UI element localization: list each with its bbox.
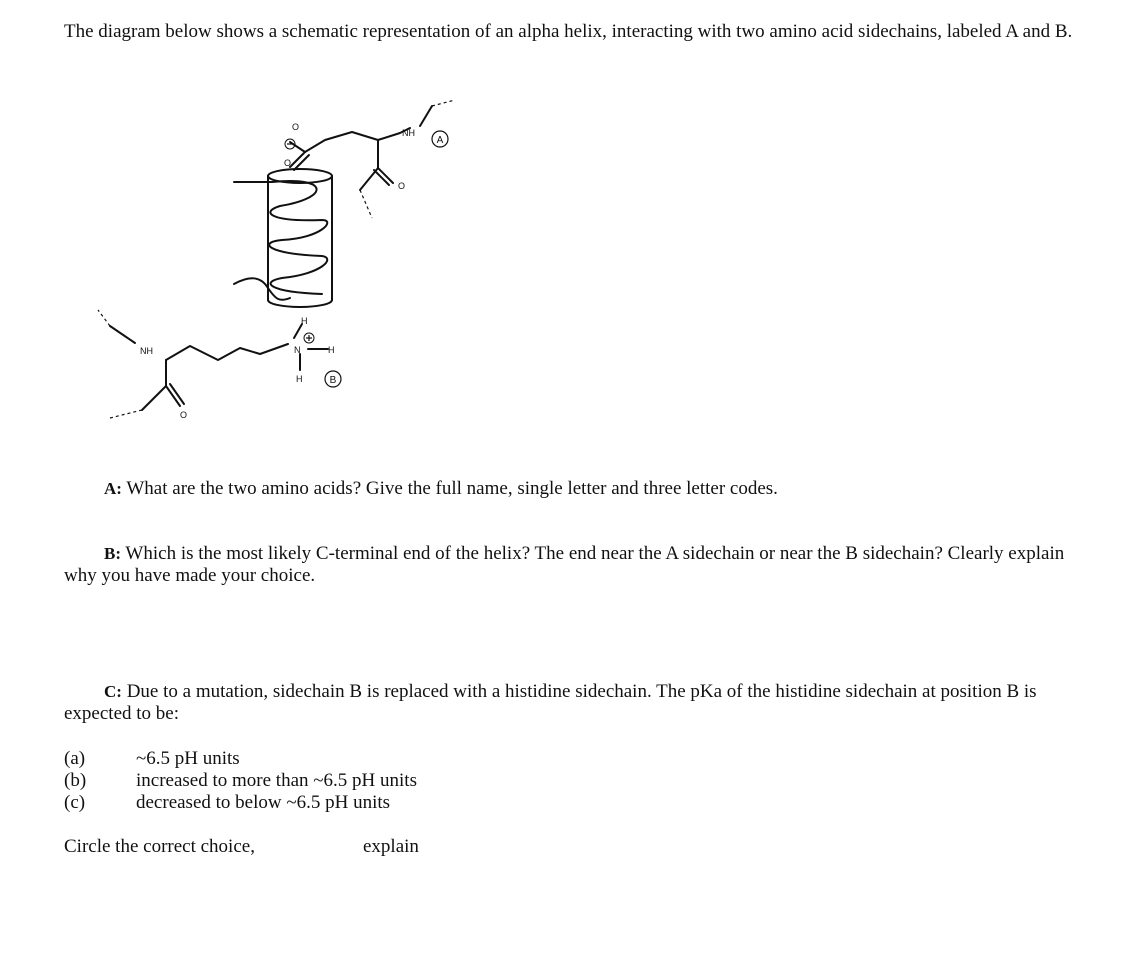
sidechain-a-chain (305, 128, 410, 152)
hydrogen-label: H (296, 374, 303, 384)
question-b-text: Which is the most likely C-terminal end of the helix? The end near the A sidechain or near the B sidechain? Clearly explain why you have made your choice. (64, 543, 1065, 586)
question-c (64, 681, 1094, 725)
question-c-label: C: (104, 682, 122, 701)
carbonyl-top-2b (294, 155, 309, 170)
n-h-up (294, 324, 302, 338)
option-a-label: (a) (64, 748, 86, 769)
hydrogen-label: H (328, 345, 335, 355)
option-c-text: decreased to below ~6.5 pH units (136, 792, 391, 813)
dashed-b-left (98, 310, 110, 326)
backbone-b-left (142, 386, 166, 410)
hydrogen-label: H (301, 316, 308, 326)
plus-charge-icon (304, 333, 314, 343)
dashed-a-left (360, 190, 372, 218)
sidechain-b-chain (166, 344, 288, 360)
carbonyl-top-2a (290, 152, 305, 167)
oxygen-label: O (292, 122, 300, 132)
nh-label-left: NH (140, 346, 153, 356)
question-b (64, 543, 1094, 587)
nh-label-top: NH (402, 128, 415, 138)
oxygen-label: O (180, 410, 188, 420)
label-a: A (436, 135, 444, 146)
dashed-a-top (432, 100, 455, 106)
question-b-label: B: (104, 544, 121, 563)
circle-instruction: Circle the correct choice, (64, 836, 255, 857)
label-b: B (329, 375, 337, 386)
cylinder-bottom (268, 300, 332, 307)
question-a (104, 478, 778, 500)
alpha-helix-diagram (90, 88, 470, 438)
oxygen-label: O (284, 158, 292, 168)
nh-a-up (420, 106, 432, 126)
oxygen-label: O (398, 181, 406, 191)
intro-paragraph: The diagram below shows a schematic representation of an alpha helix, interacting with two amino acid sidechains, labeled A and B. (64, 21, 1073, 42)
label-b-badge (325, 371, 341, 387)
question-a-label: A: (104, 479, 122, 498)
explain-instruction: explain (363, 836, 419, 857)
option-a-text: ~6.5 pH units (136, 748, 240, 769)
dashed-b-bottom (110, 410, 142, 418)
option-b-label: (b) (64, 770, 87, 791)
option-b-text: increased to more than ~6.5 pH units (136, 770, 417, 791)
option-c-label: (c) (64, 792, 86, 813)
label-a-badge (432, 131, 448, 147)
question-c-text: Due to a mutation, sidechain B is replaced with a histidine sidechain. The pKa of the histidine sidechain at position B is expected to be: (64, 681, 1037, 724)
helix-coil (269, 181, 327, 294)
question-a-text: What are the two amino acids? Give the full name, single letter and three letter codes. (126, 478, 778, 499)
nh-left-up (110, 326, 135, 343)
backbone-a-left (360, 168, 378, 190)
nitrogen-label: N (294, 345, 301, 355)
